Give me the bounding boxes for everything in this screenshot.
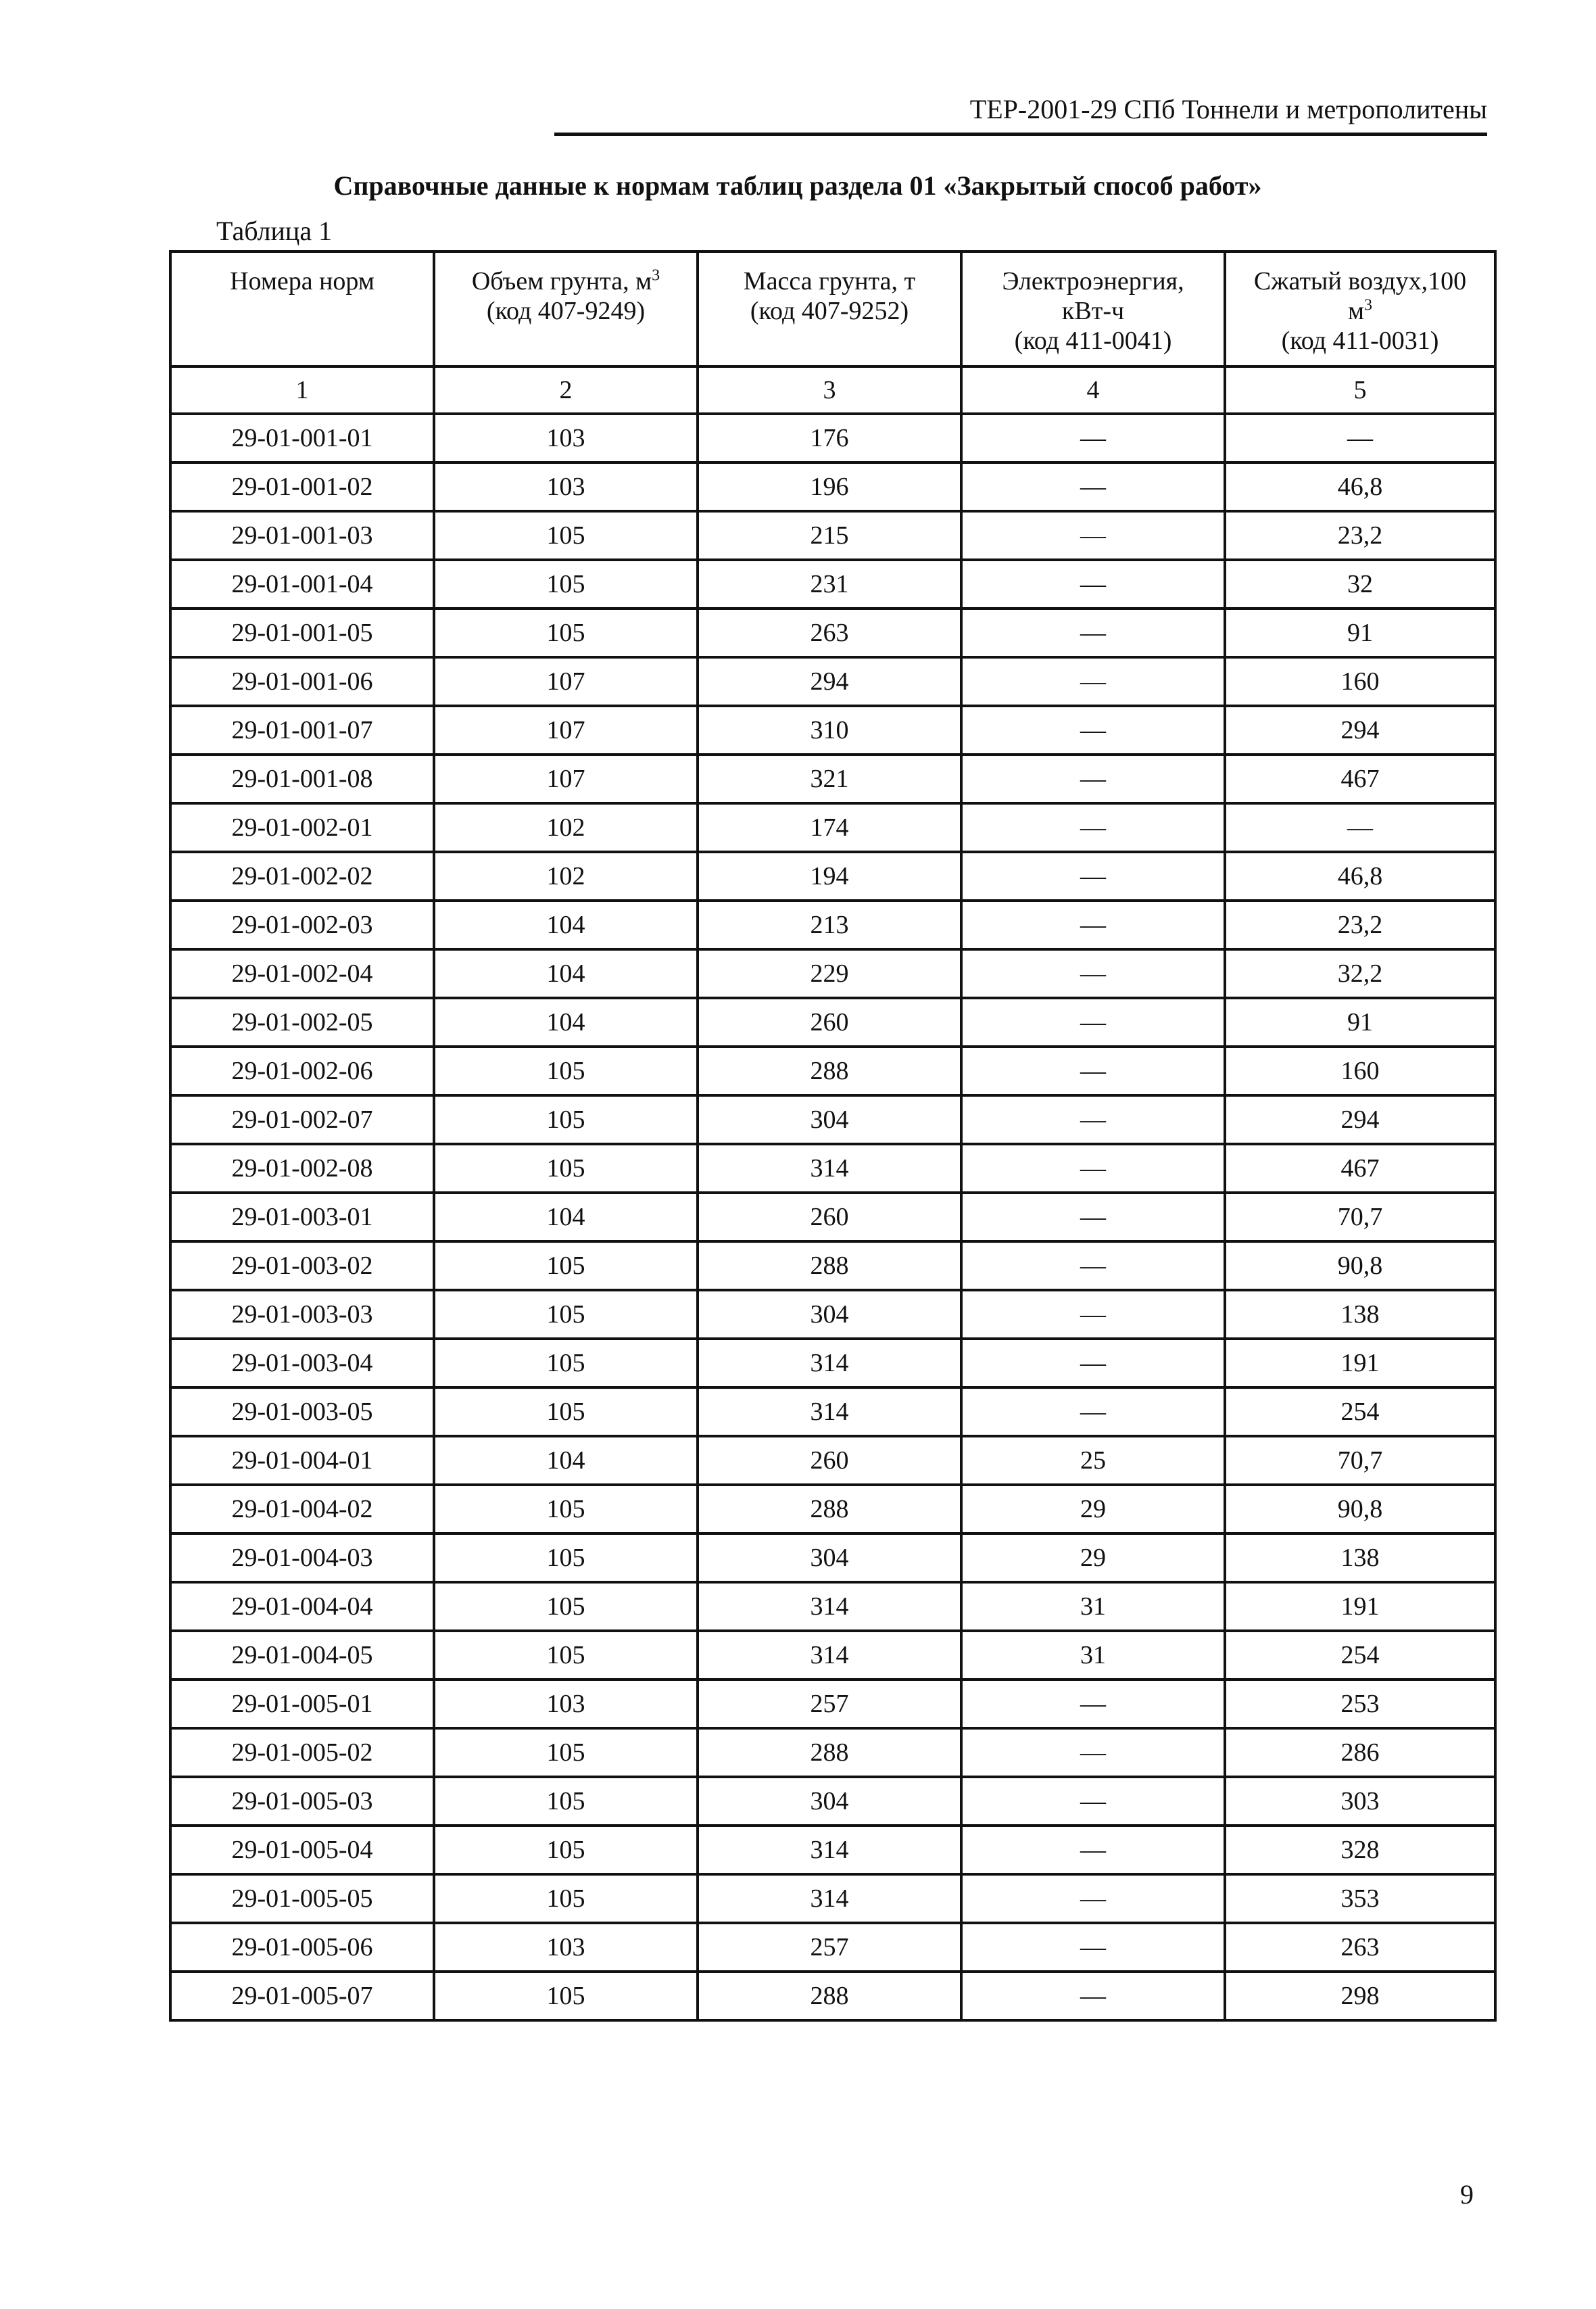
table-row bbox=[170, 1680, 1495, 1728]
table-label: Таблица 1 bbox=[216, 216, 333, 246]
column-number: 5 bbox=[1225, 366, 1495, 414]
document-title: Справочные данные к нормам таблиц раздела 01 «Закрытый способ работ» bbox=[333, 170, 1262, 201]
table-row bbox=[170, 1582, 1495, 1631]
header-cell-soil-volume bbox=[434, 252, 698, 366]
compressed-air-cell: — bbox=[1225, 803, 1495, 852]
soil-volume-cell: 105 bbox=[434, 1241, 698, 1290]
norm-number-cell: 29-01-002-02 bbox=[170, 852, 434, 901]
compressed-air-cell: 70,7 bbox=[1225, 1436, 1495, 1485]
soil-volume-cell: 105 bbox=[434, 511, 698, 560]
compressed-air-cell: 254 bbox=[1225, 1631, 1495, 1680]
norm-number-cell: 29-01-005-01 bbox=[170, 1680, 434, 1728]
soil-volume-cell: 105 bbox=[434, 1339, 698, 1387]
electricity-cell: — bbox=[961, 901, 1225, 949]
electricity-cell: — bbox=[961, 1290, 1225, 1339]
table-header-row bbox=[170, 252, 1495, 366]
column-number: 1 bbox=[170, 366, 434, 414]
compressed-air-cell: 303 bbox=[1225, 1777, 1495, 1826]
table-row bbox=[170, 414, 1495, 462]
compressed-air-cell: 90,8 bbox=[1225, 1485, 1495, 1533]
table-row bbox=[170, 560, 1495, 609]
norm-number-cell: 29-01-005-07 bbox=[170, 1972, 434, 2020]
electricity-cell: — bbox=[961, 1923, 1225, 1972]
soil-volume-cell: 105 bbox=[434, 1728, 698, 1777]
norm-number-cell: 29-01-002-03 bbox=[170, 901, 434, 949]
compressed-air-cell: 90,8 bbox=[1225, 1241, 1495, 1290]
electricity-cell: — bbox=[961, 560, 1225, 609]
soil-mass-cell: 304 bbox=[698, 1533, 961, 1582]
soil-volume-cell: 105 bbox=[434, 1387, 698, 1436]
electricity-cell: — bbox=[961, 706, 1225, 755]
electricity-cell: — bbox=[961, 1095, 1225, 1144]
soil-mass-cell: 260 bbox=[698, 1193, 961, 1241]
column-number: 2 bbox=[434, 366, 698, 414]
norm-number-cell: 29-01-003-02 bbox=[170, 1241, 434, 1290]
norm-number-cell: 29-01-005-02 bbox=[170, 1728, 434, 1777]
norm-number-cell: 29-01-005-04 bbox=[170, 1826, 434, 1874]
column-number: 4 bbox=[961, 366, 1225, 414]
table-row bbox=[170, 1923, 1495, 1972]
soil-mass-cell: 229 bbox=[698, 949, 961, 998]
compressed-air-cell: 294 bbox=[1225, 706, 1495, 755]
compressed-air-cell: 91 bbox=[1225, 609, 1495, 657]
header-line: Масса грунта, т bbox=[743, 267, 916, 295]
norm-number-cell: 29-01-002-01 bbox=[170, 803, 434, 852]
table-row bbox=[170, 1533, 1495, 1582]
electricity-cell: — bbox=[961, 755, 1225, 803]
header-line: Номера норм bbox=[230, 267, 374, 295]
norm-number-cell: 29-01-003-05 bbox=[170, 1387, 434, 1436]
header-line: (код 411-0031) bbox=[1281, 327, 1439, 355]
soil-mass-cell: 288 bbox=[698, 1972, 961, 2020]
electricity-cell: — bbox=[961, 1728, 1225, 1777]
soil-mass-cell: 304 bbox=[698, 1095, 961, 1144]
electricity-cell: 31 bbox=[961, 1631, 1225, 1680]
header-cell-electricity bbox=[961, 252, 1225, 366]
soil-mass-cell: 314 bbox=[698, 1631, 961, 1680]
soil-volume-cell: 107 bbox=[434, 657, 698, 706]
electricity-cell: — bbox=[961, 1144, 1225, 1193]
soil-mass-cell: 310 bbox=[698, 706, 961, 755]
compressed-air-cell: 138 bbox=[1225, 1290, 1495, 1339]
soil-mass-cell: 304 bbox=[698, 1777, 961, 1826]
soil-mass-cell: 314 bbox=[698, 1144, 961, 1193]
norm-number-cell: 29-01-003-04 bbox=[170, 1339, 434, 1387]
soil-mass-cell: 257 bbox=[698, 1680, 961, 1728]
header-cell-norm-numbers bbox=[170, 252, 434, 366]
soil-mass-cell: 288 bbox=[698, 1241, 961, 1290]
table-row bbox=[170, 803, 1495, 852]
soil-volume-cell: 105 bbox=[434, 1144, 698, 1193]
electricity-cell: — bbox=[961, 1874, 1225, 1923]
header-line: кВт-ч bbox=[1061, 297, 1125, 325]
running-header: ТЕР-2001-29 СПб Тоннели и метрополитены bbox=[969, 94, 1487, 124]
header-line: Сжатый воздух,100 bbox=[1253, 267, 1467, 295]
compressed-air-cell: 328 bbox=[1225, 1826, 1495, 1874]
norm-number-cell: 29-01-001-02 bbox=[170, 462, 434, 511]
compressed-air-cell: 46,8 bbox=[1225, 462, 1495, 511]
soil-volume-cell: 105 bbox=[434, 1047, 698, 1095]
column-number: 3 bbox=[698, 366, 961, 414]
table-row bbox=[170, 1047, 1495, 1095]
norm-number-cell: 29-01-004-03 bbox=[170, 1533, 434, 1582]
header-cell-compressed-air bbox=[1225, 252, 1495, 366]
electricity-cell: — bbox=[961, 1193, 1225, 1241]
compressed-air-cell: 191 bbox=[1225, 1339, 1495, 1387]
column-number-row bbox=[170, 366, 1495, 414]
soil-mass-cell: 260 bbox=[698, 1436, 961, 1485]
soil-volume-cell: 104 bbox=[434, 998, 698, 1047]
soil-mass-cell: 294 bbox=[698, 657, 961, 706]
electricity-cell: 31 bbox=[961, 1582, 1225, 1631]
norm-number-cell: 29-01-001-08 bbox=[170, 755, 434, 803]
superscript: 3 bbox=[652, 266, 660, 285]
table-row bbox=[170, 706, 1495, 755]
soil-volume-cell: 105 bbox=[434, 1290, 698, 1339]
norm-number-cell: 29-01-004-04 bbox=[170, 1582, 434, 1631]
soil-mass-cell: 263 bbox=[698, 609, 961, 657]
compressed-air-cell: 253 bbox=[1225, 1680, 1495, 1728]
soil-volume-cell: 105 bbox=[434, 1777, 698, 1826]
soil-volume-cell: 104 bbox=[434, 901, 698, 949]
electricity-cell: — bbox=[961, 949, 1225, 998]
electricity-cell: — bbox=[961, 1241, 1225, 1290]
electricity-cell: — bbox=[961, 462, 1225, 511]
soil-mass-cell: 257 bbox=[698, 1923, 961, 1972]
electricity-cell: — bbox=[961, 1387, 1225, 1436]
table-row bbox=[170, 998, 1495, 1047]
soil-volume-cell: 105 bbox=[434, 560, 698, 609]
compressed-air-cell: 191 bbox=[1225, 1582, 1495, 1631]
soil-mass-cell: 288 bbox=[698, 1728, 961, 1777]
norm-number-cell: 29-01-001-06 bbox=[170, 657, 434, 706]
soil-volume-cell: 103 bbox=[434, 462, 698, 511]
table-row bbox=[170, 1339, 1495, 1387]
soil-mass-cell: 260 bbox=[698, 998, 961, 1047]
table-row bbox=[170, 1144, 1495, 1193]
norm-number-cell: 29-01-002-04 bbox=[170, 949, 434, 998]
compressed-air-cell: 32 bbox=[1225, 560, 1495, 609]
soil-volume-cell: 104 bbox=[434, 949, 698, 998]
header-line: (код 411-0041) bbox=[1014, 327, 1172, 355]
table-row bbox=[170, 511, 1495, 560]
electricity-cell: — bbox=[961, 998, 1225, 1047]
electricity-cell: — bbox=[961, 609, 1225, 657]
header-line: Электроэнергия, bbox=[1002, 267, 1184, 295]
soil-mass-cell: 314 bbox=[698, 1387, 961, 1436]
soil-volume-cell: 105 bbox=[434, 1095, 698, 1144]
compressed-air-cell: 91 bbox=[1225, 998, 1495, 1047]
compressed-air-cell: 70,7 bbox=[1225, 1193, 1495, 1241]
compressed-air-cell: 160 bbox=[1225, 657, 1495, 706]
table-row bbox=[170, 949, 1495, 998]
compressed-air-cell: 294 bbox=[1225, 1095, 1495, 1144]
compressed-air-cell: 353 bbox=[1225, 1874, 1495, 1923]
compressed-air-cell: 286 bbox=[1225, 1728, 1495, 1777]
header-rule bbox=[554, 133, 1487, 136]
norm-number-cell: 29-01-002-08 bbox=[170, 1144, 434, 1193]
soil-volume-cell: 107 bbox=[434, 706, 698, 755]
norm-number-cell: 29-01-001-03 bbox=[170, 511, 434, 560]
compressed-air-cell: — bbox=[1225, 414, 1495, 462]
compressed-air-cell: 138 bbox=[1225, 1533, 1495, 1582]
superscript: 3 bbox=[1364, 296, 1373, 314]
soil-volume-cell: 105 bbox=[434, 1826, 698, 1874]
header-line: $м^3$ bbox=[1347, 296, 1373, 325]
norm-number-cell: 29-01-001-05 bbox=[170, 609, 434, 657]
norm-number-cell: 29-01-001-07 bbox=[170, 706, 434, 755]
soil-mass-cell: 288 bbox=[698, 1485, 961, 1533]
table-row bbox=[170, 1874, 1495, 1923]
table-row bbox=[170, 609, 1495, 657]
table-row bbox=[170, 1826, 1495, 1874]
soil-mass-cell: 321 bbox=[698, 755, 961, 803]
soil-volume-cell: 103 bbox=[434, 1680, 698, 1728]
table-row bbox=[170, 1728, 1495, 1777]
soil-volume-cell: 105 bbox=[434, 1972, 698, 2020]
norm-number-cell: 29-01-004-02 bbox=[170, 1485, 434, 1533]
table-row bbox=[170, 1777, 1495, 1826]
table-row bbox=[170, 657, 1495, 706]
norm-number-cell: 29-01-004-05 bbox=[170, 1631, 434, 1680]
compressed-air-cell: 46,8 bbox=[1225, 852, 1495, 901]
soil-mass-cell: 314 bbox=[698, 1582, 961, 1631]
table-row bbox=[170, 1193, 1495, 1241]
header-line: (код 407-9249) bbox=[486, 297, 646, 325]
soil-mass-cell: 176 bbox=[698, 414, 961, 462]
soil-mass-cell: 314 bbox=[698, 1874, 961, 1923]
header-line: (код 407-9252) bbox=[750, 297, 909, 325]
table-row bbox=[170, 1485, 1495, 1533]
soil-mass-cell: 231 bbox=[698, 560, 961, 609]
soil-volume-cell: 105 bbox=[434, 609, 698, 657]
norm-number-cell: 29-01-002-07 bbox=[170, 1095, 434, 1144]
electricity-cell: 25 bbox=[961, 1436, 1225, 1485]
table-row bbox=[170, 1387, 1495, 1436]
compressed-air-cell: 23,2 bbox=[1225, 901, 1495, 949]
soil-volume-cell: 104 bbox=[434, 1193, 698, 1241]
header-cell-soil-mass bbox=[698, 252, 961, 366]
compressed-air-cell: 160 bbox=[1225, 1047, 1495, 1095]
compressed-air-cell: 263 bbox=[1225, 1923, 1495, 1972]
table-row bbox=[170, 1290, 1495, 1339]
compressed-air-cell: 467 bbox=[1225, 1144, 1495, 1193]
soil-volume-cell: 103 bbox=[434, 414, 698, 462]
norm-number-cell: 29-01-005-05 bbox=[170, 1874, 434, 1923]
norms-table bbox=[169, 250, 1497, 2022]
soil-mass-cell: 196 bbox=[698, 462, 961, 511]
soil-volume-cell: 104 bbox=[434, 1436, 698, 1485]
soil-volume-cell: 105 bbox=[434, 1533, 698, 1582]
electricity-cell: — bbox=[961, 511, 1225, 560]
norm-number-cell: 29-01-005-06 bbox=[170, 1923, 434, 1972]
norm-number-cell: 29-01-003-03 bbox=[170, 1290, 434, 1339]
electricity-cell: — bbox=[961, 414, 1225, 462]
electricity-cell: 29 bbox=[961, 1485, 1225, 1533]
soil-mass-cell: 314 bbox=[698, 1339, 961, 1387]
soil-mass-cell: 174 bbox=[698, 803, 961, 852]
soil-volume-cell: 102 bbox=[434, 852, 698, 901]
table-row bbox=[170, 462, 1495, 511]
soil-volume-cell: 105 bbox=[434, 1874, 698, 1923]
electricity-cell: — bbox=[961, 1826, 1225, 1874]
soil-mass-cell: 304 bbox=[698, 1290, 961, 1339]
soil-mass-cell: 194 bbox=[698, 852, 961, 901]
table-row bbox=[170, 755, 1495, 803]
soil-volume-cell: 102 bbox=[434, 803, 698, 852]
norm-number-cell: 29-01-001-04 bbox=[170, 560, 434, 609]
electricity-cell: — bbox=[961, 1777, 1225, 1826]
electricity-cell: — bbox=[961, 1680, 1225, 1728]
compressed-air-cell: 298 bbox=[1225, 1972, 1495, 2020]
soil-volume-cell: 105 bbox=[434, 1631, 698, 1680]
compressed-air-cell: 32,2 bbox=[1225, 949, 1495, 998]
electricity-cell: — bbox=[961, 803, 1225, 852]
table-row bbox=[170, 901, 1495, 949]
electricity-cell: — bbox=[961, 1047, 1225, 1095]
soil-volume-cell: 107 bbox=[434, 755, 698, 803]
soil-mass-cell: 288 bbox=[698, 1047, 961, 1095]
norm-number-cell: 29-01-001-01 bbox=[170, 414, 434, 462]
soil-volume-cell: 105 bbox=[434, 1582, 698, 1631]
soil-mass-cell: 215 bbox=[698, 511, 961, 560]
norm-number-cell: 29-01-004-01 bbox=[170, 1436, 434, 1485]
table-row bbox=[170, 1631, 1495, 1680]
soil-volume-cell: 103 bbox=[434, 1923, 698, 1972]
electricity-cell: 29 bbox=[961, 1533, 1225, 1582]
norm-number-cell: 29-01-002-05 bbox=[170, 998, 434, 1047]
compressed-air-cell: 467 bbox=[1225, 755, 1495, 803]
electricity-cell: — bbox=[961, 657, 1225, 706]
table-row bbox=[170, 852, 1495, 901]
table-row bbox=[170, 1095, 1495, 1144]
page-number: 9 bbox=[1460, 2179, 1474, 2210]
header-line: Объем грунта, $м^3$ bbox=[471, 266, 660, 295]
electricity-cell: — bbox=[961, 1339, 1225, 1387]
soil-mass-cell: 314 bbox=[698, 1826, 961, 1874]
table-row bbox=[170, 1972, 1495, 2020]
soil-mass-cell: 213 bbox=[698, 901, 961, 949]
norm-number-cell: 29-01-002-06 bbox=[170, 1047, 434, 1095]
table-row bbox=[170, 1436, 1495, 1485]
compressed-air-cell: 23,2 bbox=[1225, 511, 1495, 560]
compressed-air-cell: 254 bbox=[1225, 1387, 1495, 1436]
electricity-cell: — bbox=[961, 1972, 1225, 2020]
norm-number-cell: 29-01-003-01 bbox=[170, 1193, 434, 1241]
table-row bbox=[170, 1241, 1495, 1290]
norm-number-cell: 29-01-005-03 bbox=[170, 1777, 434, 1826]
soil-volume-cell: 105 bbox=[434, 1485, 698, 1533]
electricity-cell: — bbox=[961, 852, 1225, 901]
